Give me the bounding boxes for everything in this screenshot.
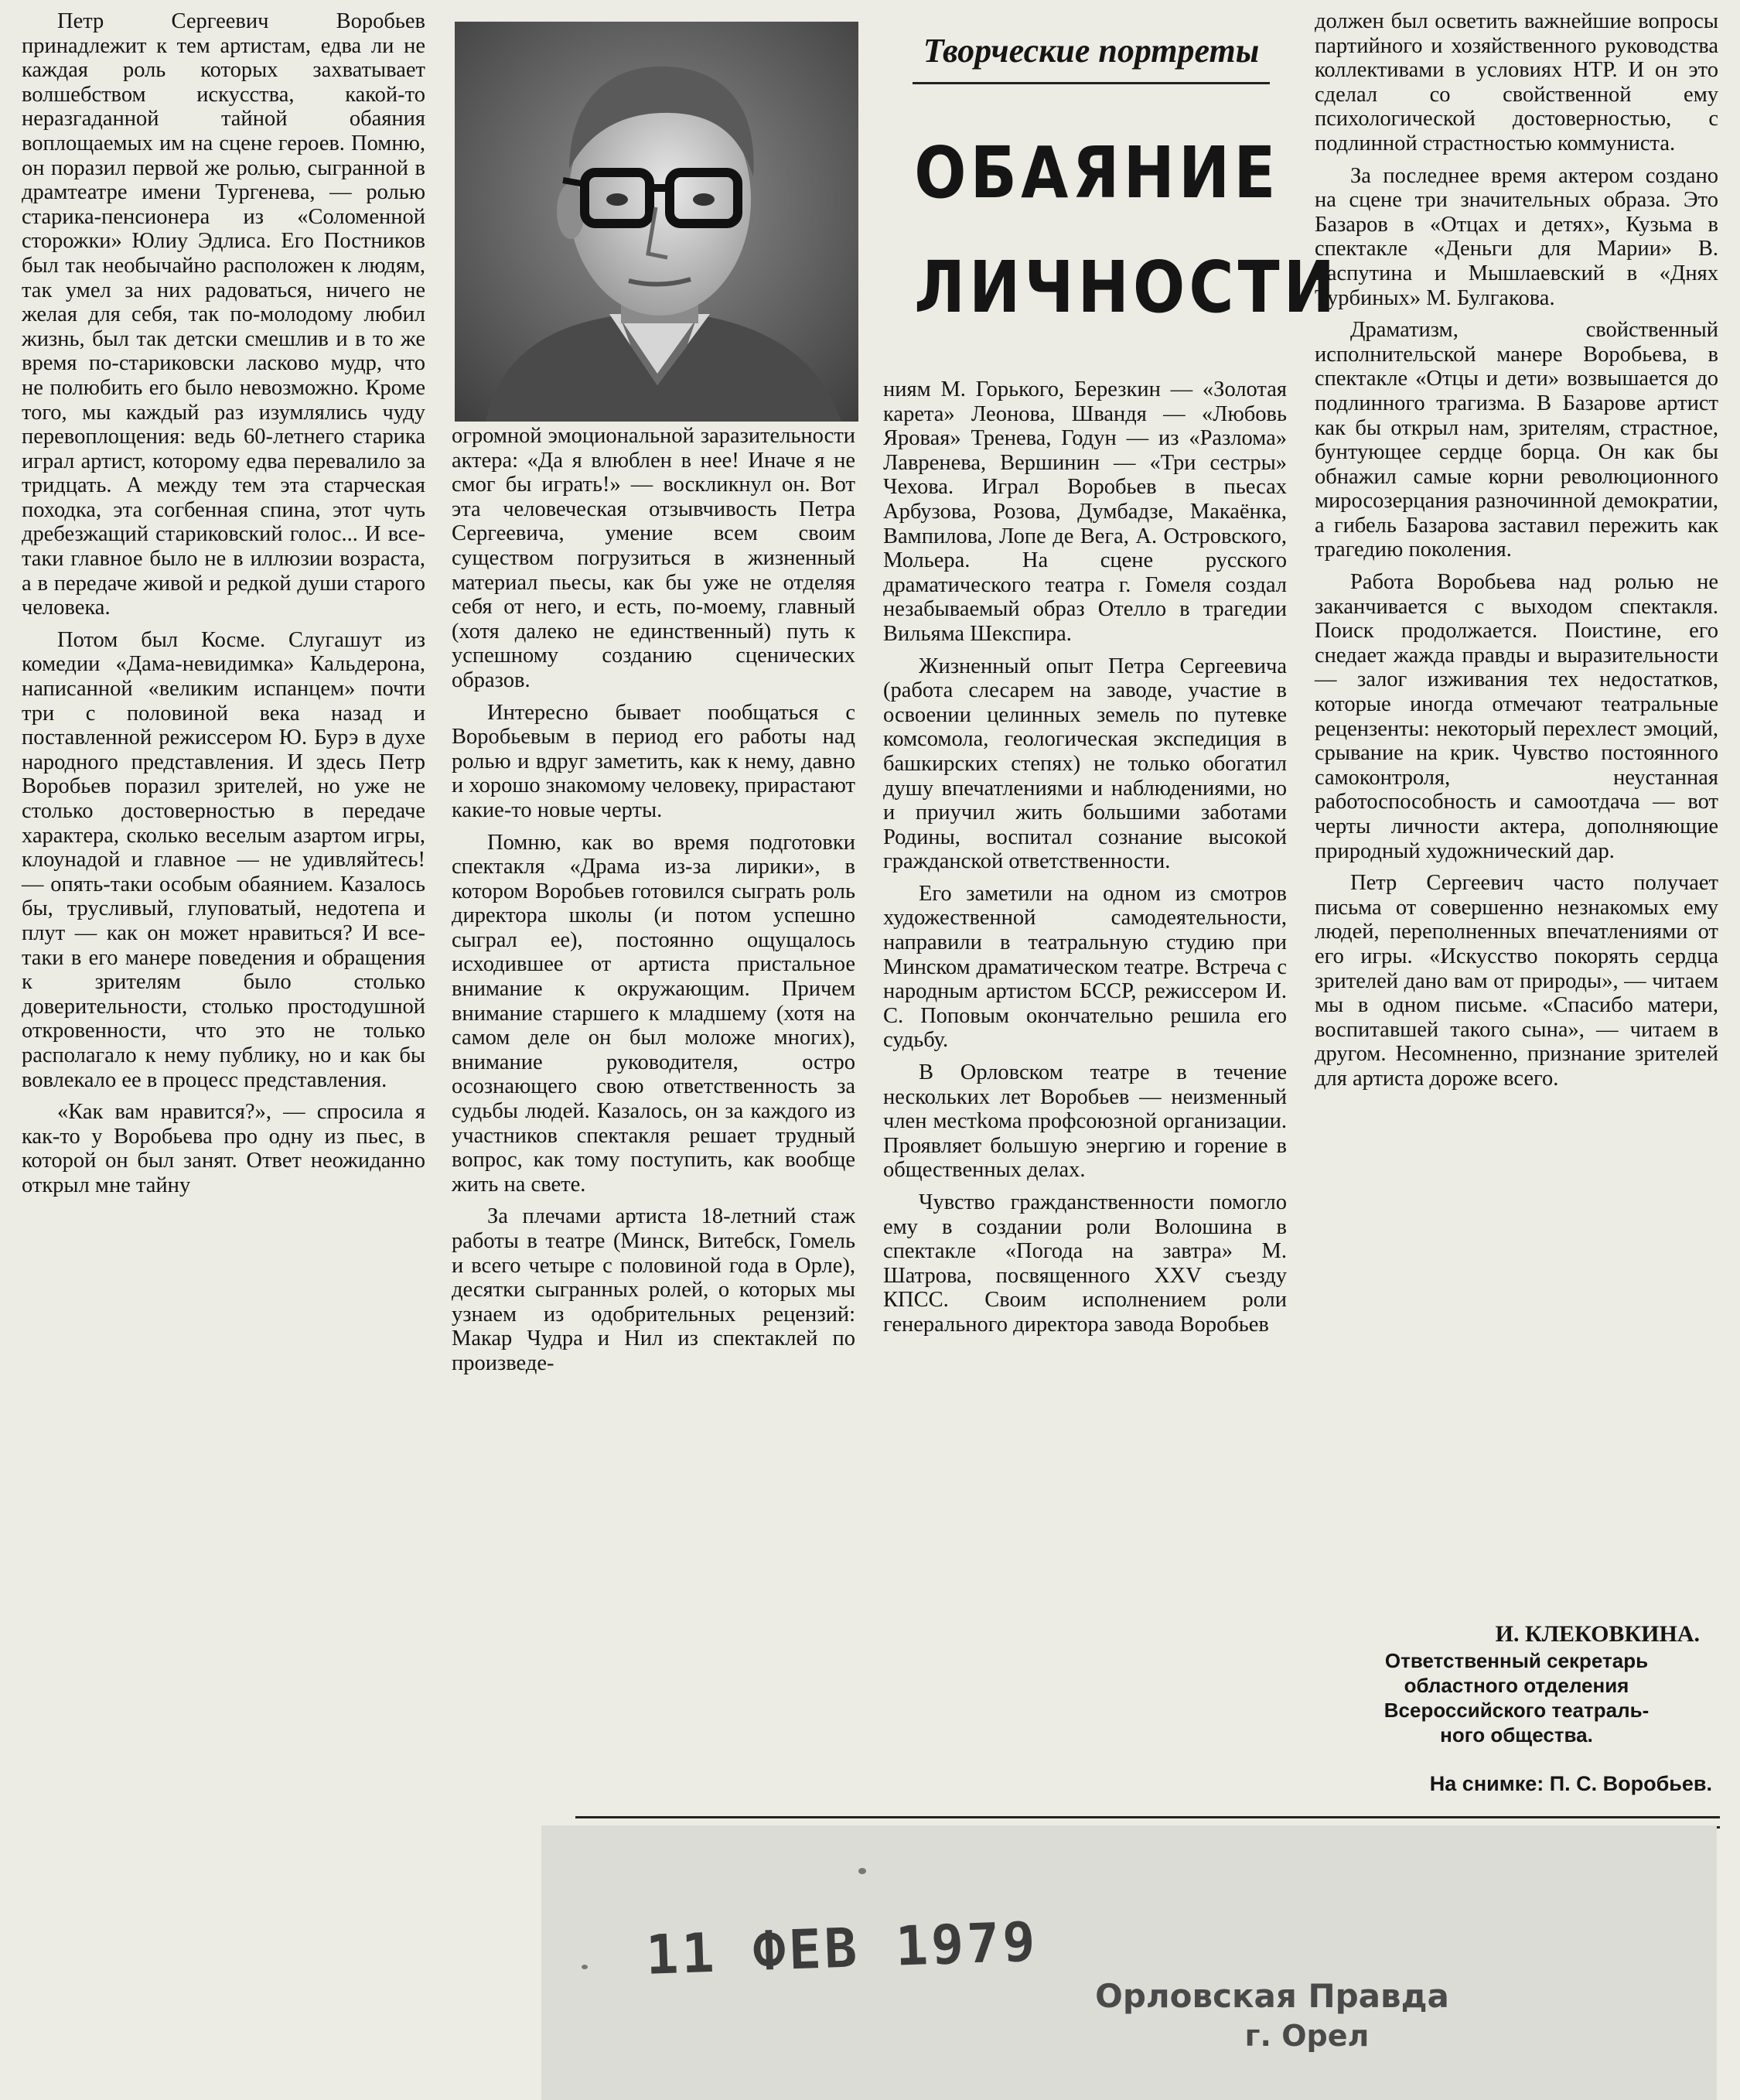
paragraph: должен был осветить важнейшие вопросы партийного и хозяйственного руководства коллективами в условиях НТР. И он это сделал со свойственной ему психологической достоверностью, с подлинной страстностью коммуниста. (1315, 9, 1718, 155)
author-name: И. КЛЕКОВКИНА. (1495, 1621, 1700, 1647)
headline-line-1: ОБАЯНИЕ (914, 131, 1280, 214)
author-role-line: ного общества. (1440, 1723, 1593, 1747)
column-4 (1315, 9, 1718, 1099)
author-role-line: Ответственный секретарь (1384, 1649, 1649, 1672)
column-3 (883, 377, 1287, 1345)
paragraph: Жизненный опыт Петра Сергеевича (работа слесарем на заводе, участие в освоении целинных земель по путевке комсомола, геологическая экспедиция в башкирских степях) не только обогатил душу впечатлениями и наблюдениями, но и приучил жить большими заботами Родины, воспитал сознание высокой гражданской ответственности. (883, 654, 1287, 874)
paragraph: «Как вам нравится?», — спросила я как-то у Воробьева про одну из пьес, в которой он был занят. Ответ неожиданно открыл мне тайну (22, 1100, 425, 1197)
portrait-image (455, 22, 858, 422)
paragraph: огромной эмоциональной заразительности актера: «Да я влюблен в нее! Иначе я не смог бы играть!» — воскликнул он. Вот эта человеческая отзывчивость Петра Сергеевича, умение всем своим существом погрузиться в жизненный материал пьесы, как бы уже не отделяя себя от него, и есть, по-моему, главный (хотя далеко не единственный) путь к успешному созданию сценических образов. (452, 424, 855, 692)
author-role-line: областного отделения (1404, 1674, 1629, 1697)
photo-caption: На снимке: П. С. Воробьев. (1429, 1772, 1712, 1795)
newspaper-city: г. Орел (1244, 2019, 1370, 2053)
column-1 (22, 9, 425, 1206)
author-role-line: Всероссийского театраль- (1383, 1699, 1650, 1722)
column-2 (452, 424, 855, 1384)
author-signature (1315, 1620, 1718, 1797)
ink-speck (582, 1965, 588, 1969)
paragraph: За последнее время актером создано на сцене три значительных образа. Это Базаров в «Отцах и детях», Кузьма в спектакле «Деньги для Марии» В. Распутина и Мышлаевский в «Днях Турбиных» М. Булгакова. (1315, 163, 1718, 310)
paragraph: В Орловском театре в течение нескольких лет Воробьев — неизменный член местkома профсоюзной организации. Проявляет большую энергию и горение в общественных делах. (883, 1060, 1287, 1183)
date-stamp: 11 ФЕВ 1979 (644, 1910, 1039, 1987)
paragraph: Потом был Косме. Слугашут из комедии «Дама-невидимка» Кальдерона, написанной «великим испанцем» почти три с половиной века назад и поставленной режиссером Ю. Бурэ в духе народного представления. И здесь Петр Воробьев поразил зрителей, но уже не столько достоверностью в передаче характера, сколько веселым азартом игры, клоунадой и главное — не удивляйтесь! — опять-таки особым обаянием. Казалось бы, трусливый, глуповатый, недотепа и плут — как он может нравиться? И все-таки в его манере поведения и обращения к зрителям было столько доверительности, столько простодушной откровенности, что это не только располагало к нему публику, но и как бы вовлекало ее в процесс представления. (22, 627, 425, 1092)
paragraph: Его заметили на одном из смотров художественной самодеятельности, направили в театральную студию при Минском драматическом театре. Встреча с народным артистом БССР, режиссером И. С. Поповым окончательно решила его судьбу. (883, 881, 1287, 1053)
headline (914, 116, 1339, 345)
headline-line-2: ЛИЧНОСТИ (914, 246, 1339, 329)
paragraph: Интересно бывает пообщаться с Воробьевым в период его работы над ролью и вдруг заметить, как к нему, давно и хорошо знакомому человеку, прирастают какие-то новые черты. (452, 700, 855, 822)
paragraph: Помню, как во время подготовки спектакля «Драма из-за лирики», в котором Воробьев готовился сыграть роль директора школы (и потом успешно сыграл ее), постоянно ощущалось исходившее от артиста пристальное внимание к окружающим. Причем внимание старшего к младшему (хотя на самом деле он был моложе многих), внимание руководителя, остро осознающего свою ответственность за судьбы людей. Казалось, он за каждого из участников спектакля решает трудный вопрос, как тому поступить, как вообще жить на свете. (452, 830, 855, 1197)
paragraph: За плечами артиста 18-летний стаж работы в театре (Минск, Витебск, Гомель и всего четыре с половиной года в Орле), десятки сыгранных ролей, о которых мы узнаем из одобрительных рецензий: Макар Чудра и Нил из спектаклей по произведе- (452, 1204, 855, 1375)
paragraph: ниям М. Горького, Березкин — «Золотая карета» Леонова, Швандя — «Любовь Яровая» Тренева, Годун — из «Разлома» Лавренева, Вершинин — «Три сестры» Чехова. Играл Воробьев в пьесах Арбузова, Розова, Думбадзе, Макаёнка, Вампилова, Лопе де Вега, А. Островского, Мольера. На сцене русского драматического театра г. Гомеля создал незабываемый образ Отелло в трагедии Вильяма Шекспира. (883, 377, 1287, 646)
ink-speck (858, 1868, 866, 1874)
paragraph: Драматизм, свойственный исполнительской манере Воробьева, в спектакле «Отцы и дети» возвышается до подлинного трагизма. В Базарове артист как бы открыл нам, зрителям, страстное, бунтующее сердце борца. Он как бы обнажил самые корни революционного миросозерцания разночинной демократии, а гибель Базарова заставил пережить как трагедию поколения. (1315, 318, 1718, 562)
rubric-label: Творческие портреты (913, 20, 1270, 84)
paragraph: Петр Сергеевич Воробьев принадлежит к тем артистам, едва ли не каждая роль которых захватывает волшебством искусства, какой-то неразгаданной тайной обаяния воплощаемых им на сцене героев. Помню, он поразил первой же ролью, сыгранной в драмтеатре имени Тургенева, — ролью старика-пенсионера из «Соломенной сторожки» Юлиу Эдлиса. Его Постников был так необычайно расположен к людям, так умел за них радоваться, ничего не желая для себя, так по-молодому любил жизнь, был так детски смешлив и в то же время по-стариковски ласково мудр, что не полюбить его было невозможно. Кроме того, мы каждый раз изумлялись чуду перевоплощения: ведь 60-летнего старика играл артист, которому едва перевалило за тридцать. А между тем эта старческая походка, эта согбенная спина, этот чуть дребезжащий стариковский голос... И все-таки главное было не в иллюзии возраста, а в передаче живой и редкой души старого человека. (22, 9, 425, 620)
paragraph: Чувство гражданственности помогло ему в создании роли Волошина в спектакле «Погода на завтра» М. Шатрова, посвященного XXV съезду КПСС. Своим исполнением роли генерального директора завода Воробьев (883, 1190, 1287, 1337)
paragraph: Работа Воробьева над ролью не заканчивается с выходом спектакля. Поиск продолжается. Поистине, его снедает жажда правды и выразительности — залог изживания тех недостатков, которые иногда отмечают театральные рецензенты: некоторый перехлест эмоций, срывание на крик. Чувство постоянного самоконтроля, неустанная работоспособность и самоотдача — вот черты личности актера, дополняющие природный художнический дар. (1315, 570, 1718, 863)
portrait-photo (455, 22, 858, 422)
newspaper-name: Орловская Правда (1095, 1977, 1449, 2015)
newspaper-stamp (1079, 1976, 1465, 2055)
paragraph: Петр Сергеевич часто получает письма от совершенно незнакомых ему людей, переполненных впечатлениями от его игры. «Искусство покорять сердца зрителей дано вам от природы», — читаем мы в одном письме. «Спасибо матери, воспитавшей такого сына», — читаем в другом. Несомненно, признание зрителей для артиста дороже всего. (1315, 871, 1718, 1091)
